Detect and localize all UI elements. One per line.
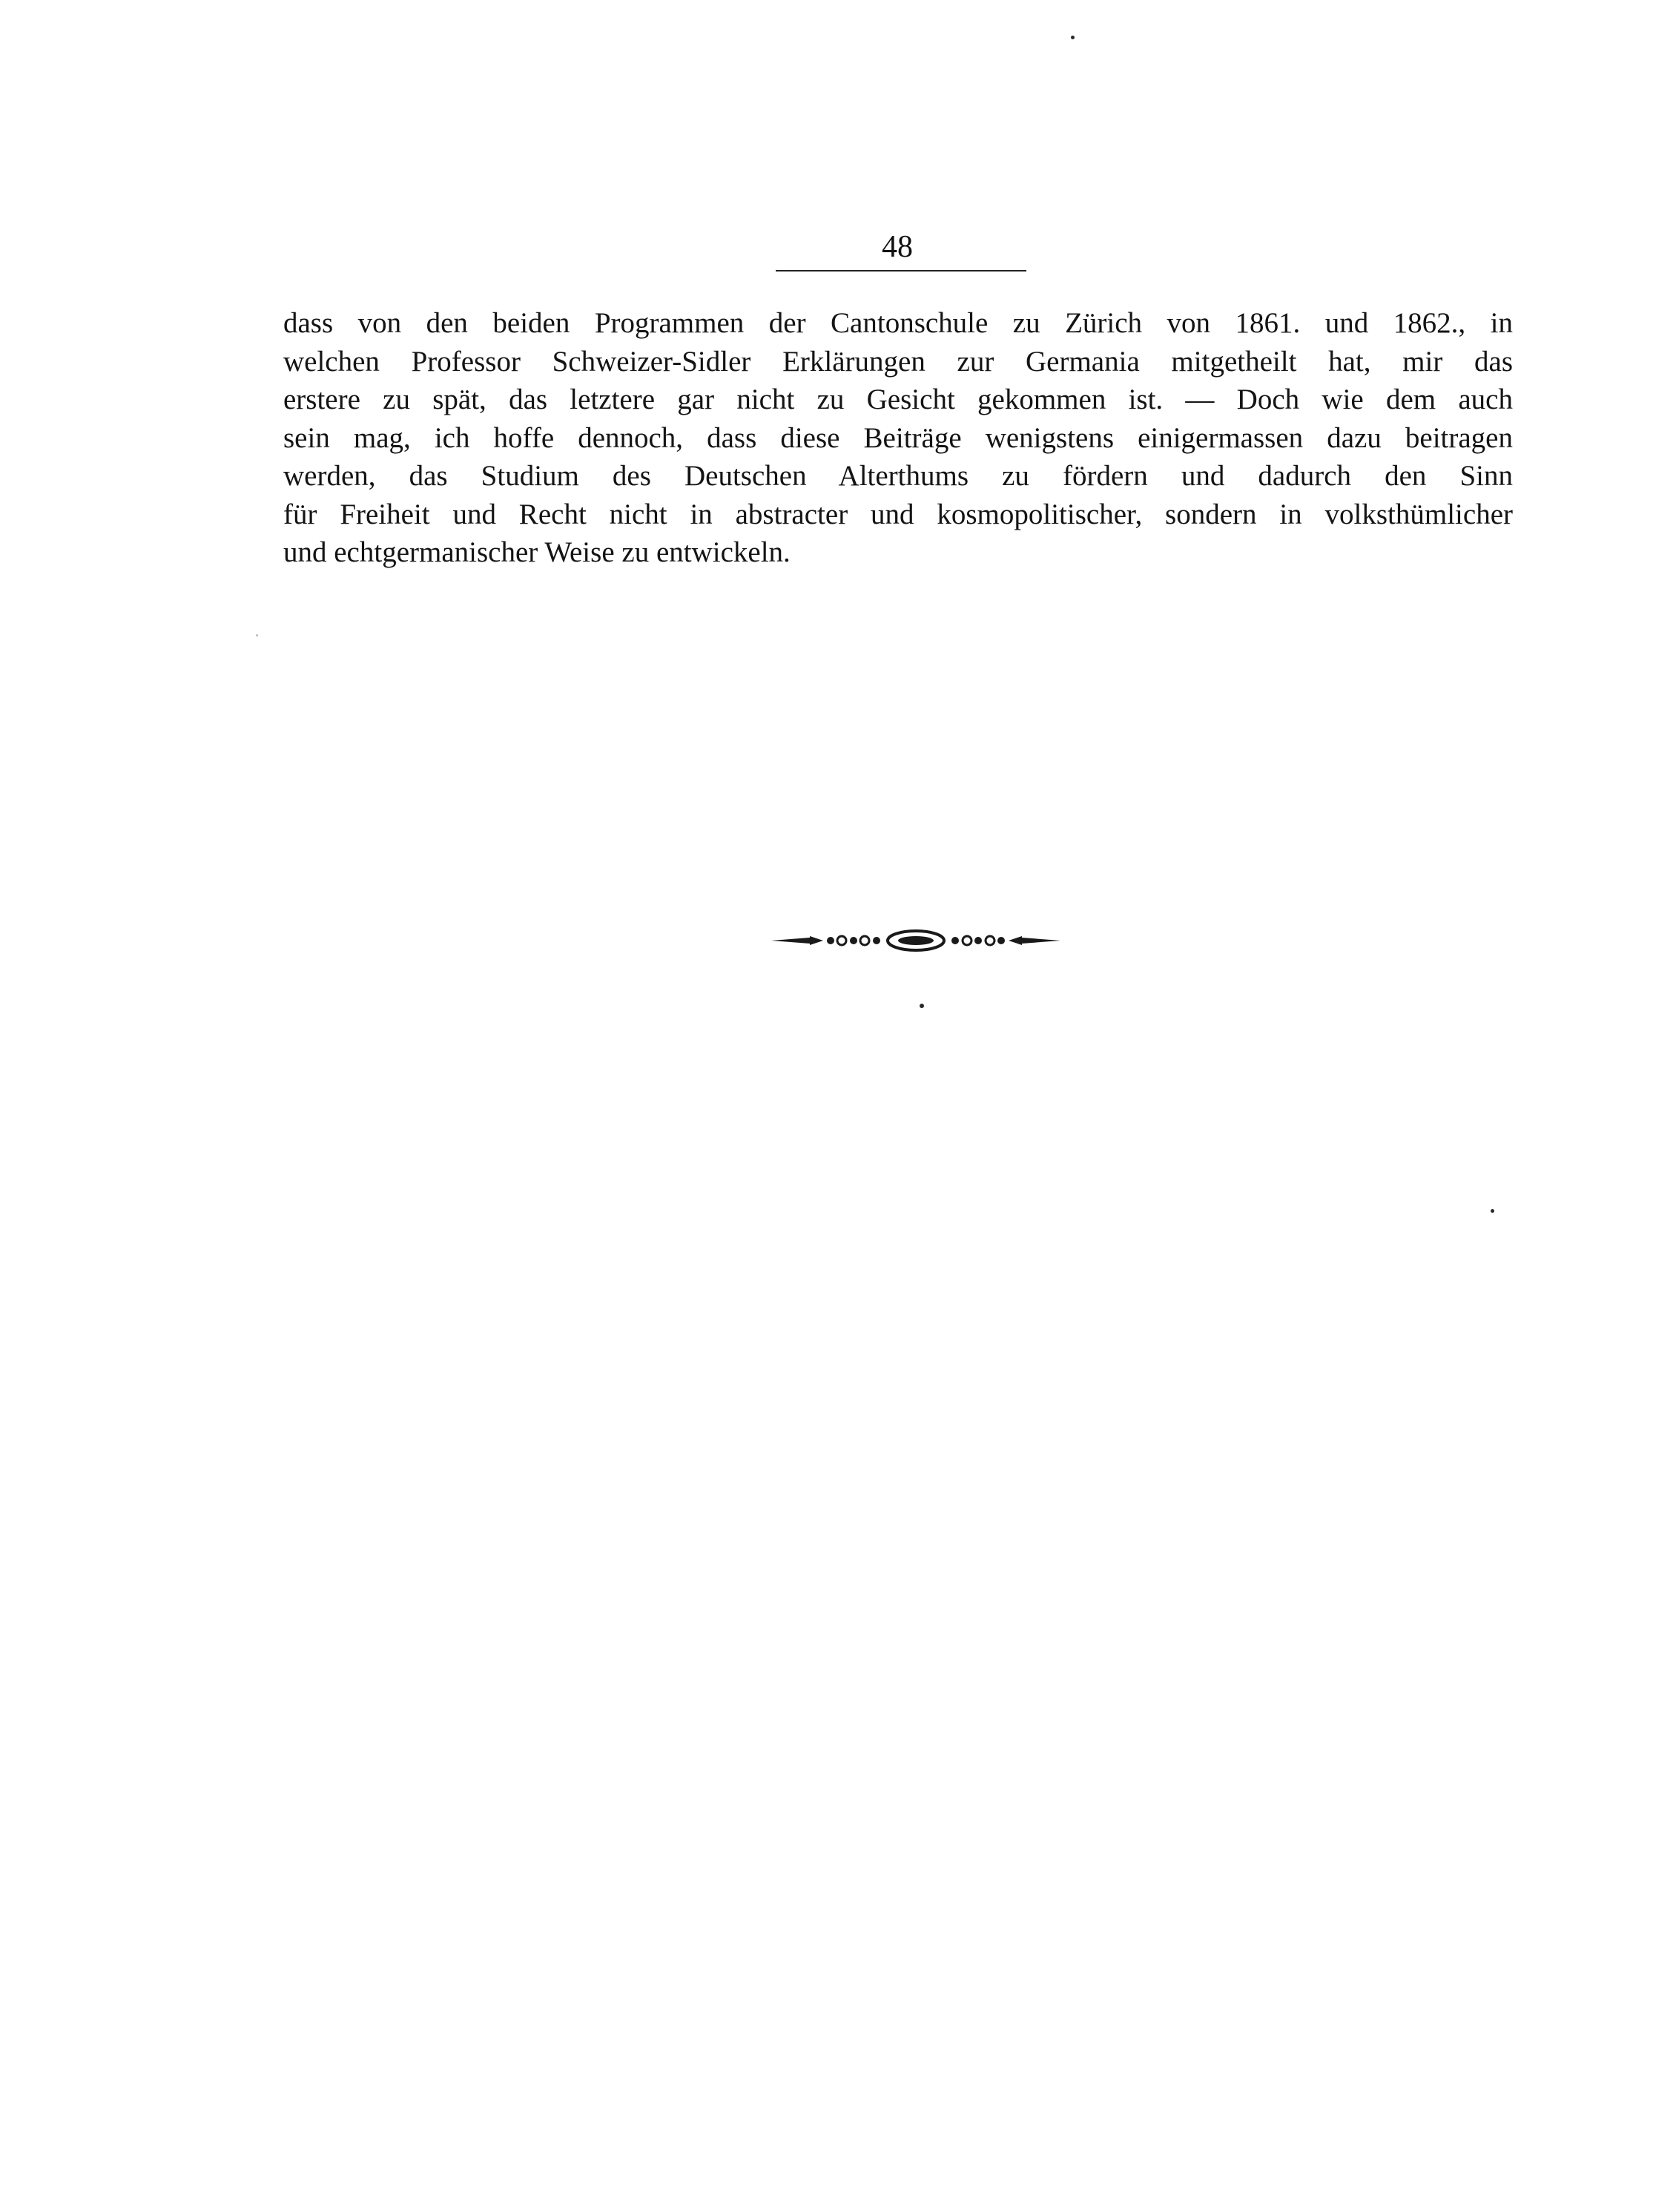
text-line: welchen Professor Schweizer-Sidler Erklärungen zur Germania mitgetheilt hat, mir das [283,345,1513,378]
ink-speck [1491,1209,1494,1213]
ink-speck [920,1004,924,1008]
page-number: 48 [882,230,913,264]
text-line: für Freiheit und Recht nicht in abstracter und kosmopolitischer, sondern in volksthümlicher [283,498,1513,530]
text-line: dass von den beiden Programmen der Cantonschule zu Zürich von 1861. und 1862., in [283,307,1513,339]
ink-speck [1071,36,1075,39]
header-rule [776,270,1026,271]
text-line: erstere zu spät, das letztere gar nicht zu Gesicht gekommen ist. — Doch wie dem auch [283,384,1513,415]
text-line: werden, das Studium des Deutschen Alterthums zu fördern und dadurch den Sinn [283,460,1513,492]
ink-speck [256,634,258,636]
text-line: sein mag, ich hoffe dennoch, dass diese Beiträge wenigstens einigermassen dazu beitragen [283,421,1513,454]
ornamental-divider [771,927,1060,954]
body-paragraph [283,304,1513,572]
text-line: und echtgermanischer Weise zu entwickeln. [283,536,791,568]
